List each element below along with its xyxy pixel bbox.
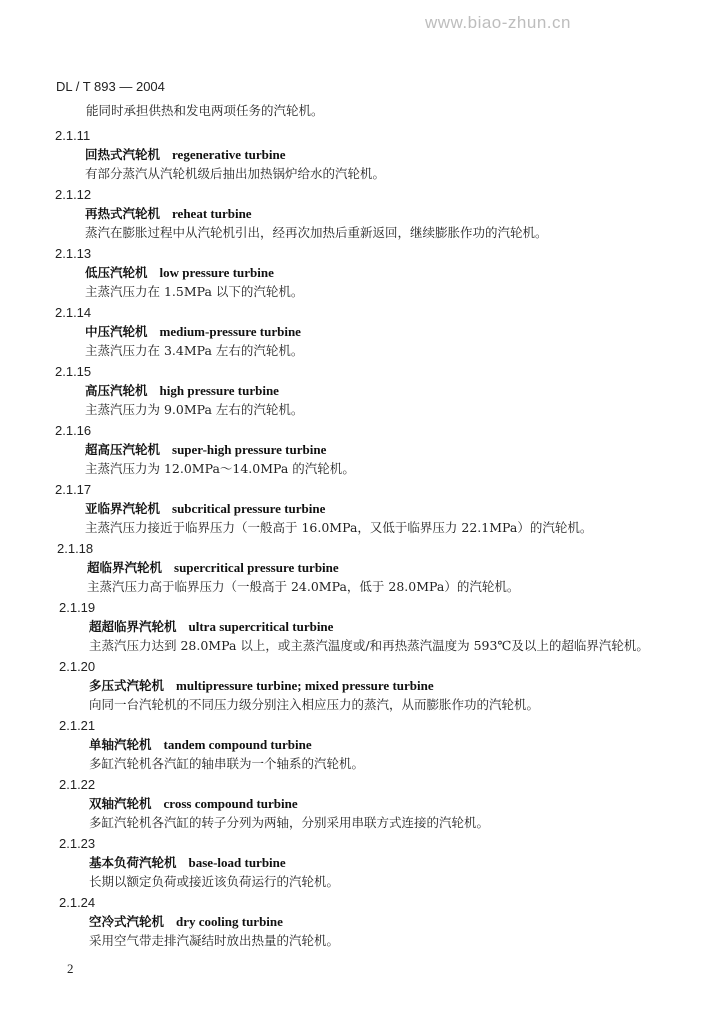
term-title-chinese: 低压汽轮机	[85, 265, 148, 280]
term-title-chinese: 多压式汽轮机	[89, 678, 165, 693]
term-title	[89, 678, 434, 694]
term-number: 2.1.20	[59, 659, 96, 674]
term-number: 2.1.16	[55, 423, 92, 438]
term-number: 2.1.12	[55, 187, 92, 202]
term-title-english: multipressure turbine; mixed pressure turbine	[176, 678, 434, 693]
term-title	[85, 442, 326, 458]
term-definition: 多缸汽轮机各汽缸的转子分列为两轴，分别采用串联方式连接的汽轮机。	[89, 815, 490, 830]
term-definition: 主蒸汽压力达到 28.0MPa 以上，或主蒸汽温度或/和再热蒸汽温度为 593℃及以上的超临界汽轮机。	[89, 638, 649, 653]
term-title	[87, 560, 339, 576]
term-title	[89, 914, 283, 930]
term-definition: 主蒸汽压力在 3.4MPa 左右的汽轮机。	[85, 343, 304, 358]
term-title-english: ultra supercritical turbine	[188, 619, 334, 634]
term-definition: 采用空气带走排汽凝结时放出热量的汽轮机。	[89, 933, 340, 948]
term-title-english: supercritical pressure turbine	[174, 560, 339, 575]
term-number: 2.1.11	[55, 128, 91, 143]
term-title-english: cross compound turbine	[163, 796, 298, 811]
term-title-chinese: 基本负荷汽轮机	[89, 855, 177, 870]
page-number: 2	[67, 961, 74, 976]
term-definition: 向同一台汽轮机的不同压力级分别注入相应压力的蒸汽，从而膨胀作功的汽轮机。	[89, 697, 540, 712]
term-title-english: regenerative turbine	[172, 147, 286, 162]
term-title-english: dry cooling turbine	[176, 914, 283, 929]
term-title-chinese: 空冷式汽轮机	[89, 914, 165, 929]
term-number: 2.1.21	[59, 718, 96, 733]
term-title	[89, 855, 286, 871]
term-title-chinese: 再热式汽轮机	[85, 206, 161, 221]
term-definition: 多缸汽轮机各汽缸的轴串联为一个轴系的汽轮机。	[89, 756, 365, 771]
term-title	[89, 737, 312, 753]
term-definition: 长期以额定负荷或接近该负荷运行的汽轮机。	[89, 874, 340, 889]
term-title	[85, 265, 274, 281]
term-title-chinese: 超超临界汽轮机	[89, 619, 177, 634]
term-number: 2.1.15	[55, 364, 92, 379]
term-title-english: super-high pressure turbine	[172, 442, 327, 457]
document-header: DL / T 893 — 2004	[56, 79, 165, 94]
term-number: 2.1.18	[57, 541, 94, 556]
term-definition: 主蒸汽压力为 9.0MPa 左右的汽轮机。	[85, 402, 304, 417]
term-title-chinese: 高压汽轮机	[85, 383, 148, 398]
term-title-chinese: 单轴汽轮机	[89, 737, 152, 752]
term-number: 2.1.24	[59, 895, 96, 910]
term-definition: 有部分蒸汽从汽轮机级后抽出加热锅炉给水的汽轮机。	[85, 166, 386, 181]
term-title-chinese: 超高压汽轮机	[85, 442, 161, 457]
term-title	[85, 501, 325, 517]
term-title-english: low pressure turbine	[159, 265, 274, 280]
term-title-english: subcritical pressure turbine	[172, 501, 326, 516]
term-definition: 主蒸汽压力接近于临界压力（一般高于 16.0MPa，又低于临界压力 22.1MPa）的汽轮机。	[85, 520, 593, 535]
term-title-chinese: 超临界汽轮机	[87, 560, 163, 575]
term-title-chinese: 回热式汽轮机	[85, 147, 161, 162]
term-definition: 蒸汽在膨胀过程中从汽轮机引出，经再次加热后重新返回，继续膨胀作功的汽轮机。	[85, 225, 548, 240]
term-title	[85, 206, 252, 222]
term-title-english: base-load turbine	[188, 855, 286, 870]
term-title	[85, 383, 279, 399]
term-definition: 主蒸汽压力为 12.0MPa～14.0MPa 的汽轮机。	[85, 461, 355, 476]
term-title-english: medium-pressure turbine	[159, 324, 301, 339]
term-title-chinese: 亚临界汽轮机	[85, 501, 161, 516]
term-title-english: reheat turbine	[172, 206, 252, 221]
term-number: 2.1.13	[55, 246, 92, 261]
term-number: 2.1.17	[55, 482, 92, 497]
term-title	[85, 324, 301, 340]
term-number: 2.1.19	[59, 600, 96, 615]
term-title	[85, 147, 286, 163]
term-title	[89, 619, 333, 635]
term-title	[89, 796, 298, 812]
term-title-chinese: 双轴汽轮机	[89, 796, 152, 811]
term-number: 2.1.23	[59, 836, 96, 851]
term-number: 2.1.22	[59, 777, 96, 792]
term-definition: 主蒸汽压力在 1.5MPa 以下的汽轮机。	[85, 284, 304, 299]
term-title-english: high pressure turbine	[159, 383, 279, 398]
watermark: www.biao-zhun.cn	[425, 13, 571, 32]
term-number: 2.1.14	[55, 305, 92, 320]
continuation-text: 能同时承担供热和发电两项任务的汽轮机。	[86, 103, 324, 118]
term-title-english: tandem compound turbine	[163, 737, 312, 752]
term-definition: 主蒸汽压力高于临界压力（一般高于 24.0MPa，低于 28.0MPa）的汽轮机。	[87, 579, 520, 594]
term-title-chinese: 中压汽轮机	[85, 324, 148, 339]
